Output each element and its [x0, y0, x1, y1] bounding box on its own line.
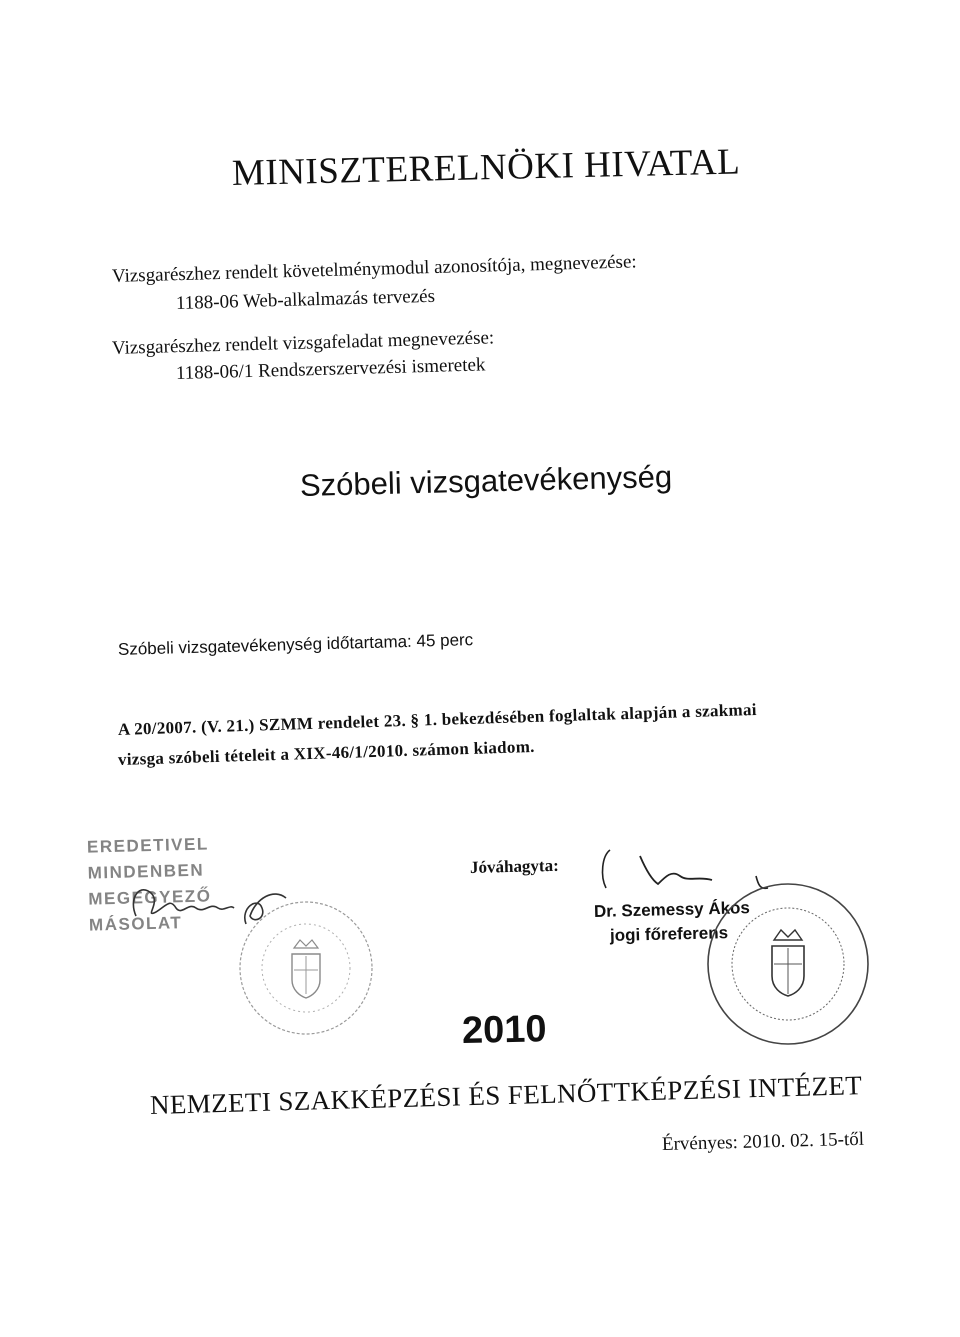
- module-label: Vizsgarészhez rendelt követelménymodul azonosítója, megnevezése:: [111, 251, 637, 287]
- approved-by-label: Jóváhagyta:: [469, 855, 559, 877]
- task-label: Vizsgarészhez rendelt vizsgafeladat megnevezése:: [111, 327, 495, 359]
- approval-year: 2010: [461, 1008, 547, 1052]
- approver-name: Dr. Szemessy Ákos: [593, 898, 751, 921]
- approver-role: jogi főreferens: [609, 923, 729, 945]
- exam-duration: Szóbeli vizsgatevékenység időtartama: 45 perc: [117, 630, 474, 659]
- activity-title: Szóbeli vizsgatevékenység: [299, 458, 673, 503]
- certified-copy-stamp-line-1: EREDETIVEL MINDENBEN: [86, 834, 209, 883]
- official-seal-left: [236, 898, 376, 1038]
- institute-name: NEMZETI SZAKKÉPZÉSI ÉS FELNŐTTKÉPZÉSI INTÉZET: [149, 1070, 863, 1120]
- seal-coat-of-arms-icon: [704, 880, 872, 1048]
- regulation-text-line-2: vizsga szóbeli tételeit a XIX-46/1/2010. számon kiadom.: [117, 736, 535, 769]
- module-value: 1188-06 Web-alkalmazás tervezés: [175, 285, 436, 314]
- ministry-title: MINISZTERELNÖKI HIVATAL: [231, 141, 741, 194]
- official-seal-right: [704, 880, 872, 1048]
- task-value: 1188-06/1 Rendszerszervezési ismeretek: [175, 354, 486, 384]
- certified-copy-stamp-line-2: MEGEGYEZŐ MÁSOLAT: [88, 886, 212, 935]
- regulation-text-line-1: A 20/2007. (V. 21.) SZMM rendelet 23. § 1. bekezdésében foglaltak alapján a szakmai: [117, 699, 758, 739]
- seal-emblem-icon: [236, 898, 376, 1038]
- validity-date: Érvényes: 2010. 02. 15-től: [661, 1128, 865, 1155]
